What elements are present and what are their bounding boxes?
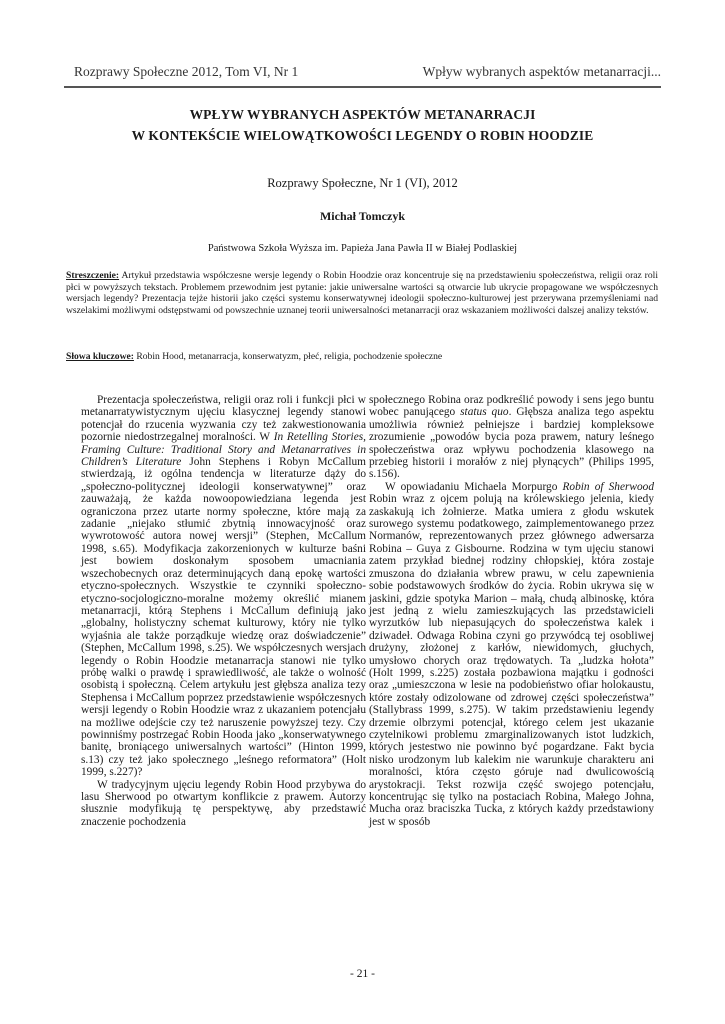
italic-term: status quo <box>460 406 509 419</box>
title-line-2: W KONTEKŚCIE WIELOWĄTKOWOŚCI LEGENDY O ROBIN HOODZIE <box>131 128 594 143</box>
keywords <box>66 351 658 363</box>
keywords-text: Robin Hood, metanarracja, konserwatyzm, płeć, religia, pochodzenie społeczne <box>133 351 443 362</box>
paragraph: W tradycyjnym ujęciu legendy Robin Hood przybywa do lasu Sherwood po otwartym konflikcie z prawem. Autorzy słusznie modyfikują tę perspektywę, aby przedstawić znaczenie pochodzenia <box>81 778 366 828</box>
running-header-journal: Rozprawy Społeczne 2012, Tom VI, Nr 1 <box>74 64 299 79</box>
header-rule <box>64 86 661 88</box>
abstract-label: Streszczenie: <box>66 270 120 281</box>
paragraph-text: W opowiadaniu Michaela Morpurgo <box>385 480 563 493</box>
author-name: Michał Tomczyk <box>319 209 405 223</box>
page-number: - 21 - <box>350 968 375 980</box>
journal-citation: Rozprawy Społeczne, Nr 1 (VI), 2012 <box>267 176 458 190</box>
paragraph-text: John Stephens i Robyn McCallum stwierdzają, iż ogólna tendencja w literaturze dąży do „społeczno-politycznej ideologii konserwatywnej” oraz zauważają, że każda nowoopowiedziana legenda jest ograniczona przez utarte normy społeczne, które mają za zadanie „niejako stłumić zbytnią innowacyjność oraz wywrotowość autora nowej wersji” (Stephen, McCallum 1998, s.65). Modyfikacja zakorzenionych w kulturze baśni jest bowiem doskonałym sposobem umacniania wszechobecnych oraz determinujących daną epokę wartości etyczno-społecznych. Wszystkie te czynniki społeczno-etyczno-socjologiczno-moralne możemy określić mianem metanarracji, którą Stephens i McCallum definiują jako „globalny, holistyczny schemat kulturowy, który nie tylko wyjaśnia ale także porządkuje wiedzę oraz doświadczenie” (Stephen, McCallum 1998, s.25). We współczesnych wersjach legendy o Robin Hoodzie metanarracja stanowi nie tylko próbę walki o prawdę i sprawiedliwość, ale także o wolność osobistą i społeczną. Celem artykułu jest głębsza analiza tezy Stephensa i McCallum poprzez przedstawienie współczesnych wersji legendy o Robin Hoodzie wraz z ukazaniem potencjału na możliwe odejście czy też naruszenie powyższej tezy. Czy powinniśmy postrzegać Robin Hooda jako „konserwatywnego banitę, broniącego uniwersalnych wartości” (Hinton 1999, s.13) czy też jako społecznego „leśnego reformatora” (Holt 1999, s.227)? <box>81 456 366 779</box>
abstract-text: Artykuł przedstawia współczesne wersje legendy o Robin Hoodzie oraz koncentruje się na przedstawieniu społeczeństwa, religii oraz roli płci w powyższych tekstach. Problemem przewodnim jest pytanie: jakie uniwersalne wartości są otwarcie lub ukrycie propagowane we współczesnych wersjach legendy? Prezentacja tejże historii jako części systemu konserwatywnej ideologii społeczno-kulturowej jest przerywana przemyśleniami nad wszelakimi możliwymi odstępstwami od powszechnie uznanej teorii uniwersalności metanarracji oraz wskazaniem możliwości dalszej analizy tekstów. <box>66 270 658 316</box>
paragraph-text: społecznego Robina oraz podkreślić powody i sens jego buntu wobec panującego <box>369 394 654 419</box>
article-title <box>64 104 661 146</box>
paragraph-text: Robin wraz z ojcem polują na królewskiego jelenia, kiedy zaskakują ich żołnierze. Matka umiera z głodu wskutek surowego systemu podatkowego, zaimplementowanego przez Normanów, reprezentowanych przez głównego adwersarza Robina – Guya z Gisbourne. Rodzina w tym ujęciu stanowi zatem przykład biednej rodziny chłopskiej, która zostaje zmuszona do działania wbrew prawu, w celu zapewnienia sobie podstawowych środków do życia. Robin ukrywa się w jaskini, gdzie spotyka Marion – małą, chudą albinoskę, która jest jedną z wielu zamieszkujących las przedstawicieli wyrzutków lub niepasujących do społeczeństwa kalek i dziwadeł. Odwaga Robina czyni go przywódcą tej osobliwej drużyny, złożonej z karłów, niewidomych, głuchych, umysłowo chorych oraz trędowatych. Ta „ludzka hołota” (Holt 1999, s.225) została pozbawiona majątku i godności oraz „umieszczona w lesie na podobieństwo ofiar holokaustu, które zostały odizolowane od zdrowej części społeczeństwa” (Stallybrass 1999, s.275). W takim przedstawieniu legendy drzemie olbrzymi potencjał, którego celem jest ukazanie czytelnikowi problemu zmarginalizowanych istot ludzkich, których jestestwo nie powinno być pogardzane. Fakt bycia nisko urodzonym lub kalekim nie warunkuje charakteru ani moralności, która często góruje nad dwulicowością arystokracji. Tekst rozwija część swojego potencjału, koncentrując się tylko na postaciach Robina, Małego Johna, Mucha oraz braciszka Tucka, z których każdy przedstawiony jest w sposób <box>369 493 654 828</box>
author-affiliation: Państwowa Szkoła Wyższa im. Papieża Jana Pawła II w Białej Podlaskiej <box>207 243 518 254</box>
body-column-left <box>81 394 366 828</box>
book-title: In Retelling Stories, Framing Culture: Traditional Story and Metanarratives in Children’s Literature <box>81 431 366 469</box>
paragraph-text: . Głębsza analiza tego aspektu umożliwia również pełniejsze i bardziej kompleksowe zrozumienie „powodów bycia poza prawem, natury leśnego społeczeństwa oraz wpływu pochodzenia klasowego na przebieg historii i morałów z niej płynących” (Philips 1995, s.156). <box>369 406 655 481</box>
abstract <box>66 270 658 316</box>
paragraph <box>81 394 366 779</box>
running-header <box>64 64 661 84</box>
paragraph <box>369 394 654 481</box>
body-column-right <box>369 394 654 828</box>
running-header-article: Wpływ wybranych aspektów metanarracji... <box>422 64 661 79</box>
title-line-1: WPŁYW WYBRANYCH ASPEKTÓW METANARRACJI <box>189 107 536 122</box>
paragraph-text: Prezentacja społeczeństwa, religii oraz roli i funkcji płci w metanarratywistycznym ujęciu klasycznej legendy stanowi potencjał do rzucenia wyzwania czy też zakwestionowania pozornie niedostrzegalnej moralności. W <box>81 394 366 444</box>
book-title: Robin of Sherwood <box>562 480 654 493</box>
keywords-label: Słowa kluczowe: <box>66 351 134 362</box>
paragraph <box>369 481 654 828</box>
